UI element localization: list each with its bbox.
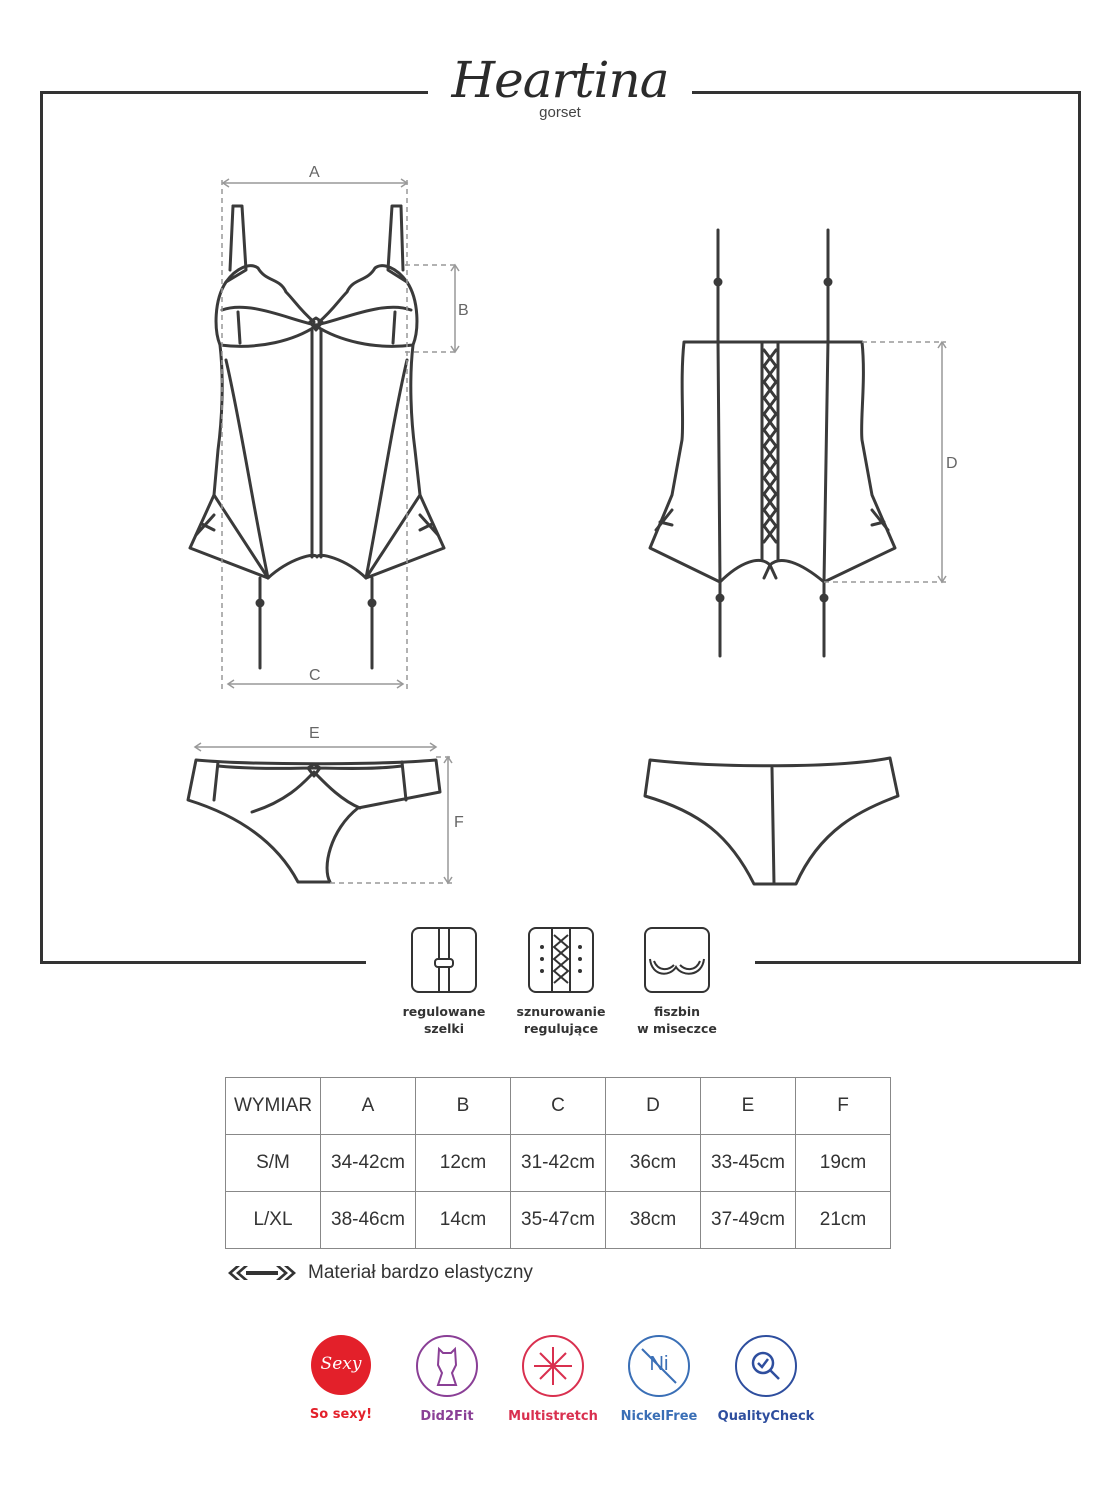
- table-cell: 35-47cm: [511, 1192, 606, 1249]
- sexy-icon: [311, 1335, 371, 1395]
- did2fit-icon: [416, 1335, 478, 1397]
- badge-label: NickelFree: [620, 1409, 698, 1424]
- badge-multistretch: [498, 1335, 608, 1424]
- table-header-cell: D: [606, 1078, 701, 1135]
- quality-check-icon: [735, 1335, 797, 1397]
- table-header-cell: A: [321, 1078, 416, 1135]
- table-header-cell: WYMIAR: [226, 1078, 321, 1135]
- corset-front-drawing: [190, 206, 444, 668]
- panties-front-drawing: [188, 760, 440, 882]
- table-header-cell: B: [416, 1078, 511, 1135]
- dim-label-a: A: [309, 164, 320, 181]
- table-cell: 21cm: [796, 1192, 891, 1249]
- table-header-cell: F: [796, 1078, 891, 1135]
- badge-nickelfree: [604, 1335, 714, 1424]
- elastic-note: [228, 1262, 533, 1284]
- feature-lacing: [496, 927, 626, 1037]
- multistretch-icon: [522, 1335, 584, 1397]
- table-row: [226, 1192, 891, 1249]
- table-cell: 38cm: [606, 1192, 701, 1249]
- table-cell: 14cm: [416, 1192, 511, 1249]
- nickel-icon-text: Ni: [649, 1353, 669, 1375]
- frame-bottom-right: [755, 961, 1081, 964]
- table-cell: L/XL: [226, 1192, 321, 1249]
- badge-did2fit: [392, 1335, 502, 1424]
- dim-label-c: C: [309, 667, 321, 684]
- nickel-free-icon: [628, 1335, 690, 1397]
- sexy-icon-text: Sexy: [320, 1354, 362, 1374]
- lacing-icon: [528, 927, 594, 993]
- brand-name: Heartina: [451, 51, 669, 109]
- corset-back-drawing: [650, 230, 895, 656]
- size-table: [225, 1077, 891, 1249]
- table-cell: 31-42cm: [511, 1135, 606, 1192]
- table-cell: 19cm: [796, 1135, 891, 1192]
- dim-label-b: B: [458, 302, 469, 319]
- panties-back-drawing: [645, 758, 898, 884]
- table-cell: 12cm: [416, 1135, 511, 1192]
- badge-qualitycheck: [711, 1335, 821, 1424]
- frame-bottom-left: [40, 961, 366, 964]
- table-cell: S/M: [226, 1135, 321, 1192]
- table-cell: 37-49cm: [701, 1192, 796, 1249]
- badge-label: Did2Fit: [420, 1409, 474, 1424]
- dim-label-f: F: [454, 814, 464, 831]
- adjustable-straps-icon: [411, 927, 477, 993]
- badge-so-sexy: [286, 1335, 396, 1422]
- badge-label: Multistretch: [508, 1409, 598, 1424]
- underwire-cup-icon: [644, 927, 710, 993]
- table-cell: 34-42cm: [321, 1135, 416, 1192]
- table-header-row: [226, 1078, 891, 1135]
- brand-subtitle: gorset: [539, 104, 581, 121]
- feature-label-line2: szelki: [423, 1021, 465, 1036]
- feature-label-line2: w miseczce: [637, 1021, 717, 1036]
- feature-label-line2: regulujące: [523, 1021, 599, 1036]
- badge-label: So sexy!: [309, 1407, 373, 1422]
- table-cell: 38-46cm: [321, 1192, 416, 1249]
- stretch-arrows-icon: [228, 1263, 296, 1283]
- feature-adjustable-straps: [379, 927, 509, 1037]
- feature-underwire: [612, 927, 742, 1037]
- table-header-cell: C: [511, 1078, 606, 1135]
- badge-label: QualityCheck: [717, 1409, 815, 1424]
- dim-label-e: E: [309, 725, 320, 742]
- feature-label-line1: regulowane: [402, 1004, 486, 1019]
- table-row: [226, 1135, 891, 1192]
- table-header-cell: E: [701, 1078, 796, 1135]
- dim-label-d: D: [946, 455, 958, 472]
- feature-label-line1: fiszbin: [653, 1004, 701, 1019]
- elastic-note-text: Materiał bardzo elastyczny: [308, 1262, 533, 1283]
- feature-label-line1: sznurowanie: [516, 1004, 606, 1019]
- table-cell: 33-45cm: [701, 1135, 796, 1192]
- table-cell: 36cm: [606, 1135, 701, 1192]
